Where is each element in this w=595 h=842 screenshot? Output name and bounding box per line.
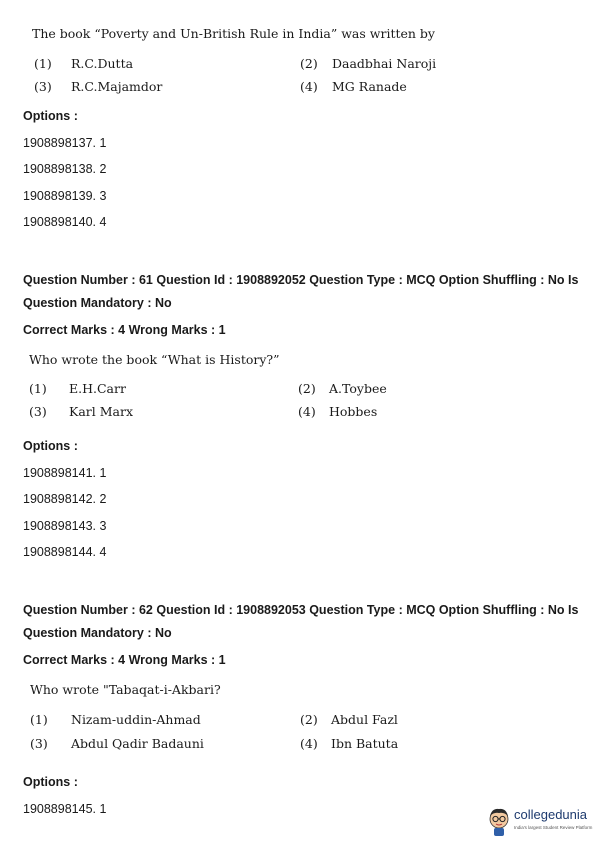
mascot-icon bbox=[486, 805, 512, 837]
option-id: 1908898142. 2 bbox=[23, 492, 107, 506]
option-text: Daadbhai Naroji bbox=[332, 56, 437, 71]
question-mandatory: Question Mandatory : No bbox=[23, 626, 172, 640]
option-id: 1908898140. 4 bbox=[23, 215, 107, 229]
option-text: R.C.Dutta bbox=[71, 56, 134, 71]
option-number: (1) bbox=[34, 56, 52, 71]
options-label: Options : bbox=[23, 439, 78, 453]
option-number: (4) bbox=[298, 404, 316, 419]
option-number: (3) bbox=[29, 404, 47, 419]
options-label: Options : bbox=[23, 109, 78, 123]
question-stem: Who wrote the book “What is History?” bbox=[29, 352, 280, 367]
option-number: (1) bbox=[29, 381, 47, 396]
question-stem: The book “Poverty and Un-British Rule in India” was written by bbox=[32, 26, 435, 41]
options-label: Options : bbox=[23, 775, 78, 789]
option-id: 1908898143. 3 bbox=[23, 519, 107, 533]
option-number: (1) bbox=[30, 712, 48, 727]
option-id: 1908898139. 3 bbox=[23, 189, 107, 203]
option-number: (2) bbox=[300, 56, 318, 71]
option-number: (2) bbox=[298, 381, 316, 396]
option-text: Abdul Qadir Badauni bbox=[71, 736, 204, 751]
logo-wordmark: collegedunia bbox=[514, 807, 588, 822]
logo-tagline: India's largest Student Review Platform bbox=[514, 825, 593, 830]
option-number: (2) bbox=[300, 712, 318, 727]
option-text: A.Toybee bbox=[329, 381, 387, 396]
question-mandatory: Question Mandatory : No bbox=[23, 296, 172, 310]
question-header: Question Number : 62 Question Id : 1908892053 Question Type : MCQ Option Shuffling : No Is bbox=[23, 603, 579, 617]
option-id: 1908898144. 4 bbox=[23, 545, 107, 559]
option-text: Hobbes bbox=[329, 404, 378, 419]
option-id: 1908898138. 2 bbox=[23, 162, 107, 176]
option-id: 1908898137. 1 bbox=[23, 136, 107, 150]
option-text: MG Ranade bbox=[332, 79, 407, 94]
option-id: 1908898145. 1 bbox=[23, 802, 107, 816]
option-text: Abdul Fazl bbox=[331, 712, 398, 727]
question-header: Question Number : 61 Question Id : 1908892052 Question Type : MCQ Option Shuffling : No Is bbox=[23, 273, 579, 287]
collegedunia-logo bbox=[486, 805, 591, 839]
option-number: (3) bbox=[34, 79, 52, 94]
option-text: E.H.Carr bbox=[69, 381, 126, 396]
question-marks: Correct Marks : 4 Wrong Marks : 1 bbox=[23, 323, 226, 337]
option-text: Nizam-uddin-Ahmad bbox=[71, 712, 201, 727]
option-number: (4) bbox=[300, 79, 318, 94]
option-id: 1908898141. 1 bbox=[23, 466, 107, 480]
option-text: R.C.Majamdor bbox=[71, 79, 163, 94]
option-text: Karl Marx bbox=[69, 404, 134, 419]
option-number: (4) bbox=[300, 736, 318, 751]
question-marks: Correct Marks : 4 Wrong Marks : 1 bbox=[23, 653, 226, 667]
option-number: (3) bbox=[30, 736, 48, 751]
question-stem: Who wrote "Tabaqat-i-Akbari? bbox=[30, 682, 221, 697]
option-text: Ibn Batuta bbox=[331, 736, 399, 751]
